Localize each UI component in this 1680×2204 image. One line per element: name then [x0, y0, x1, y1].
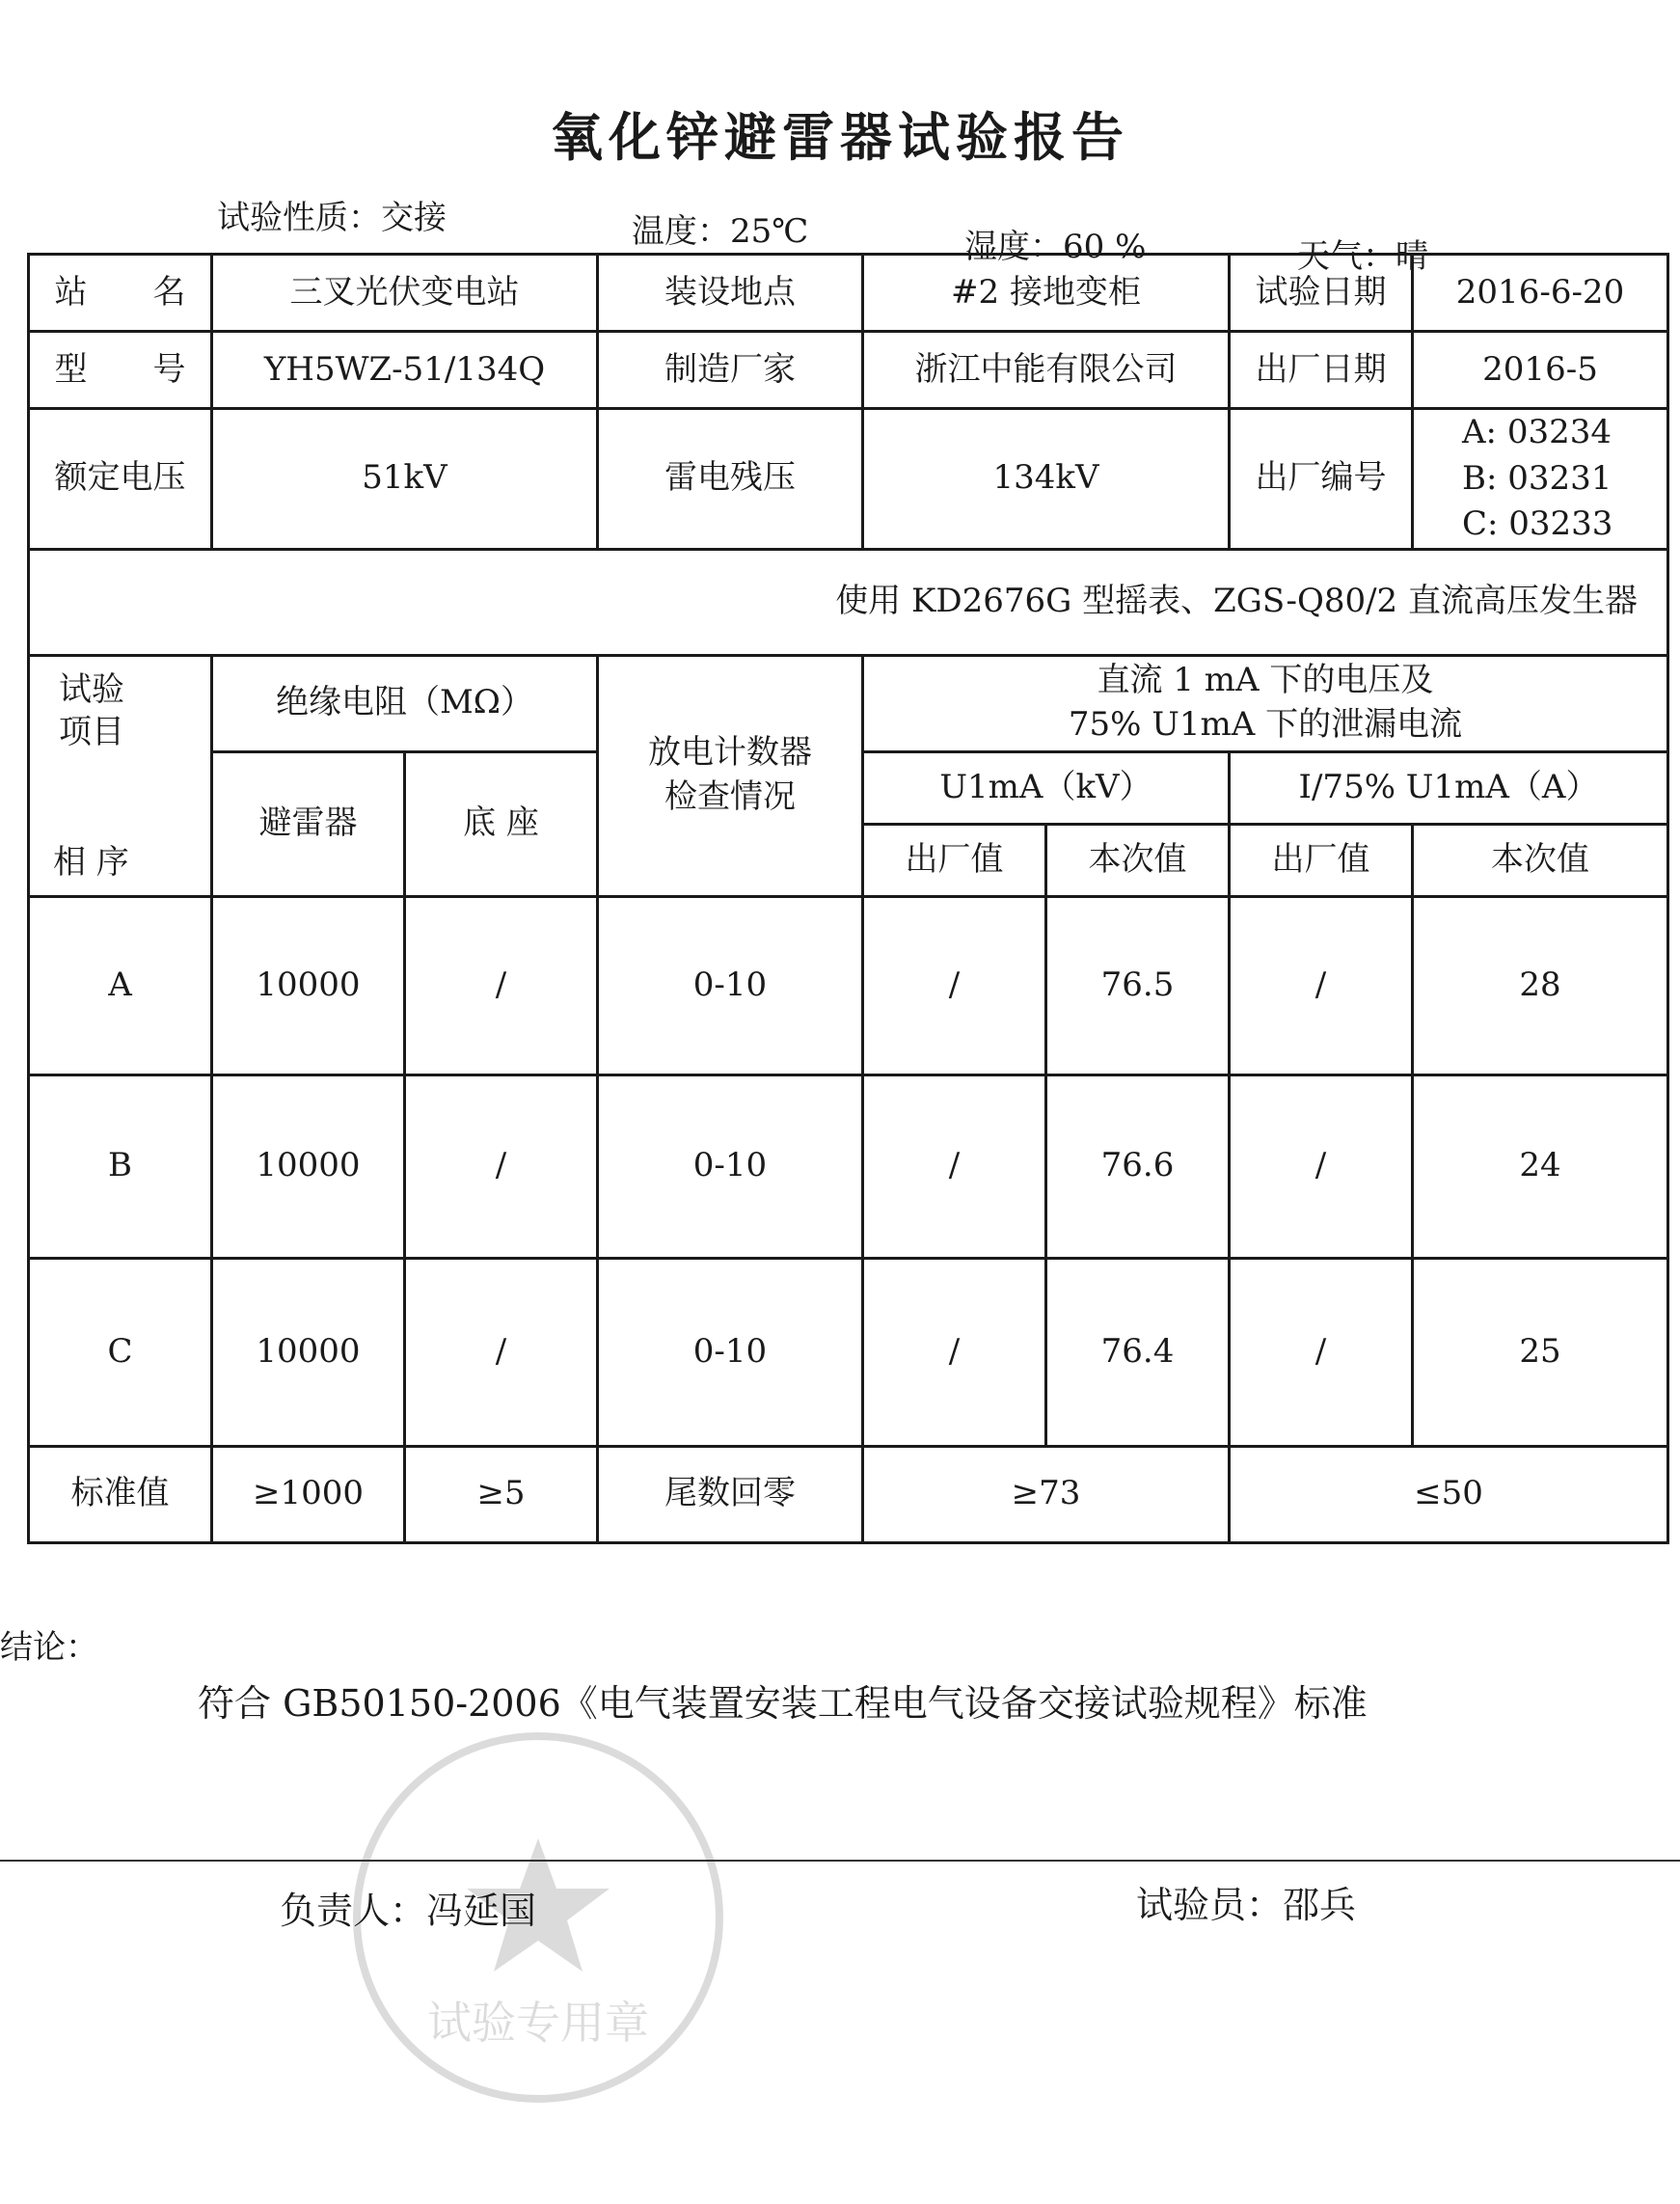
counter-header-line1: 放电计数器 — [648, 733, 812, 773]
phase-cell: C — [29, 1258, 212, 1446]
maker-value: 浙江中能有限公司 — [863, 332, 1230, 409]
standard-label: 标准值 — [29, 1446, 212, 1542]
station-value: 三叉光伏变电站 — [212, 255, 598, 332]
table-row — [29, 1075, 1668, 1258]
test-date-label: 试验日期 — [1230, 255, 1413, 332]
arrester-cell: 10000 — [212, 1258, 405, 1446]
equipment-row — [29, 549, 1668, 655]
residual-voltage-value: 134kV — [863, 409, 1230, 550]
residual-voltage-label: 雷电残压 — [598, 409, 863, 550]
standard-base: ≥5 — [405, 1446, 598, 1542]
i-factory-header: 出厂值 — [1230, 824, 1413, 896]
u-current-cell: 76.6 — [1046, 1075, 1230, 1258]
u-factory-cell: / — [863, 896, 1046, 1075]
location-value: #2 接地变柜 — [863, 255, 1230, 332]
tester-signature: 试验员：邵兵 — [1136, 1884, 1357, 1926]
phase-cell: B — [29, 1075, 212, 1258]
i-factory-cell: / — [1230, 896, 1413, 1075]
info-row-1 — [29, 255, 1668, 332]
i-current-cell: 28 — [1413, 896, 1668, 1075]
info-row-3 — [29, 409, 1668, 550]
u-current-cell: 76.5 — [1046, 896, 1230, 1075]
weather: 天气：晴 — [1297, 237, 1428, 276]
test-date-value: 2016-6-20 — [1413, 255, 1668, 332]
i-factory-cell: / — [1230, 1258, 1413, 1446]
base-header: 底 座 — [405, 751, 598, 896]
counter-cell: 0-10 — [598, 1258, 863, 1446]
serial-b: B: 03231 — [1462, 458, 1612, 498]
station-label: 站 名 — [29, 255, 212, 332]
model-label: 型 号 — [29, 332, 212, 409]
header-row-1 — [29, 655, 1668, 751]
temperature: 温度：25℃ — [632, 212, 809, 251]
i-current-cell: 25 — [1413, 1258, 1668, 1446]
info-row-2 — [29, 332, 1668, 409]
leak-header: I/75% U1mA（A） — [1230, 751, 1668, 824]
report-table — [27, 253, 1669, 1544]
phase-header: 相 序 — [53, 842, 129, 882]
i-current-cell: 24 — [1413, 1075, 1668, 1258]
serial-label: 出厂编号 — [1230, 409, 1413, 550]
factory-date-value: 2016-5 — [1413, 332, 1668, 409]
serial-values — [1413, 409, 1668, 550]
base-cell: / — [405, 1258, 598, 1446]
u-factory-header: 出厂值 — [863, 824, 1046, 896]
u1ma-header: U1mA（kV） — [863, 751, 1230, 824]
serial-a: A: 03234 — [1462, 413, 1612, 451]
table-row — [29, 1258, 1668, 1446]
conclusion-text: 符合 GB50150-2006《电气装置安装工程电气设备交接试验规程》标准 — [198, 1682, 1368, 1725]
counter-cell: 0-10 — [598, 1075, 863, 1258]
dc-header-line2: 75% U1mA 下的泄漏电流 — [1068, 705, 1463, 745]
item-phase-header — [29, 655, 212, 896]
u-factory-cell: / — [863, 1075, 1046, 1258]
item-header-line2: 项目 — [59, 712, 124, 751]
model-value: YH5WZ-51/134Q — [212, 332, 598, 409]
base-cell: / — [405, 896, 598, 1075]
standard-leak: ≤50 — [1230, 1446, 1668, 1542]
dc-header — [863, 655, 1668, 751]
i-factory-cell: / — [1230, 1075, 1413, 1258]
equipment-note: 使用 KD2676G 型摇表、ZGS-Q80/2 直流高压发生器 — [29, 549, 1668, 655]
rated-voltage-value: 51kV — [212, 409, 598, 550]
report-title: 氧化锌避雷器试验报告 — [551, 107, 1129, 168]
humidity: 湿度：60 % — [964, 228, 1147, 266]
base-cell: / — [405, 1075, 598, 1258]
arrester-cell: 10000 — [212, 1075, 405, 1258]
u-current-cell: 76.4 — [1046, 1258, 1230, 1446]
u-current-header: 本次值 — [1046, 824, 1230, 896]
standard-row — [29, 1446, 1668, 1542]
serial-c: C: 03233 — [1462, 504, 1613, 544]
dc-header-line1: 直流 1 mA 下的电压及 — [1097, 661, 1434, 700]
standard-arrester: ≥1000 — [212, 1446, 405, 1542]
counter-header — [598, 655, 863, 896]
counter-header-line2: 检查情况 — [664, 777, 796, 817]
standard-counter: 尾数回零 — [598, 1446, 863, 1542]
rated-voltage-label: 额定电压 — [29, 409, 212, 550]
i-current-header: 本次值 — [1413, 824, 1668, 896]
standard-u1ma: ≥73 — [863, 1446, 1230, 1542]
factory-date-label: 出厂日期 — [1230, 332, 1413, 409]
maker-label: 制造厂家 — [598, 332, 863, 409]
table-row — [29, 896, 1668, 1075]
u-factory-cell: / — [863, 1258, 1046, 1446]
phase-cell: A — [29, 896, 212, 1075]
divider-line — [0, 1860, 1680, 1862]
stamp-text: 试验专用章 — [427, 1997, 649, 2049]
arrester-cell: 10000 — [212, 896, 405, 1075]
responsible-signature: 负责人：冯延国 — [280, 1890, 537, 1932]
arrester-header: 避雷器 — [212, 751, 405, 896]
test-nature: 试验性质：交接 — [217, 199, 447, 237]
location-label: 装设地点 — [598, 255, 863, 332]
insulation-header: 绝缘电阻（MΩ） — [212, 655, 598, 751]
item-header-line1: 试验 — [59, 669, 124, 709]
conclusion-label: 结论： — [0, 1628, 98, 1667]
counter-cell: 0-10 — [598, 896, 863, 1075]
